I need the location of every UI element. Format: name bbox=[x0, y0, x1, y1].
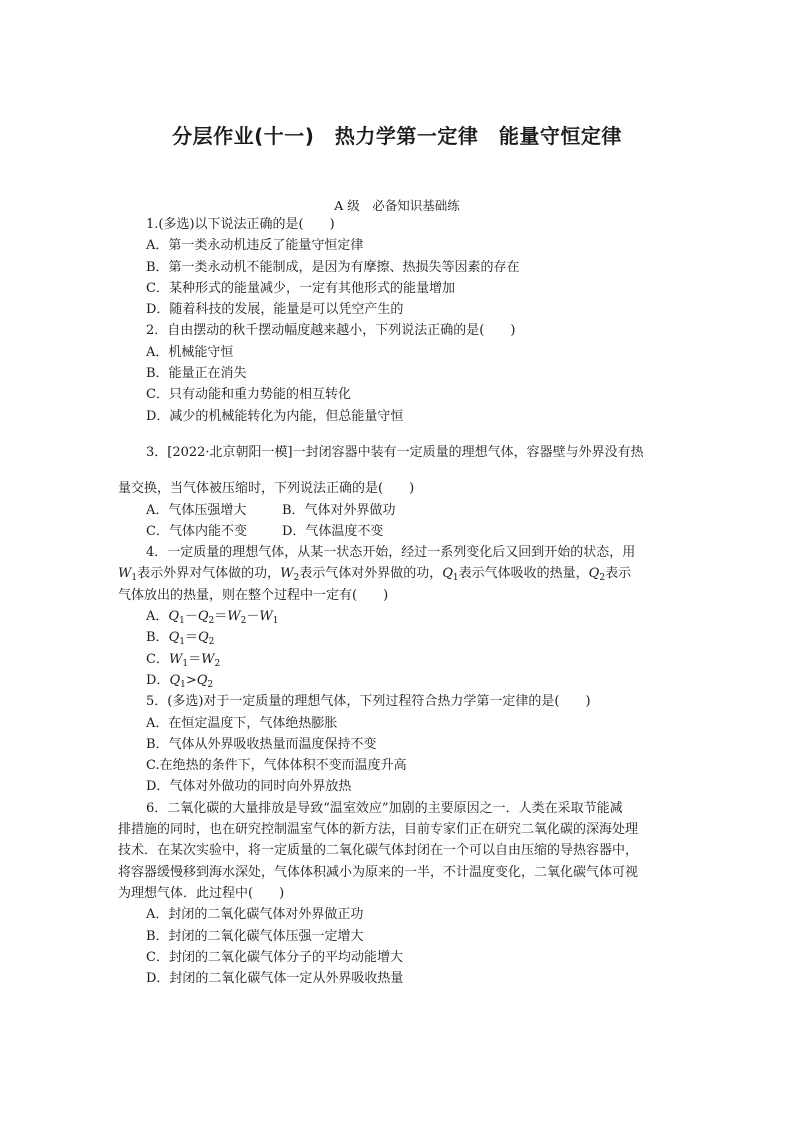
question-2-option-d: D．减少的机械能转化为内能，但总能量守恒 bbox=[146, 408, 404, 424]
question-2-option-b: B．能量正在消失 bbox=[146, 366, 247, 382]
section-heading: A 级 必备知识基础练 bbox=[334, 198, 460, 213]
question-5-option-b: B．气体从外界吸收热量而温度保持不变 bbox=[146, 736, 377, 752]
question-6-stem-line-1: 6．二氧化碳的大量排放是导致“温室效应”加剧的主要原因之一．人类在采取节能减 bbox=[146, 800, 623, 816]
page-title: 分层作业(十一) 热力学第一定律 能量守恒定律 bbox=[172, 124, 622, 148]
question-6-stem-line-5: 为理想气体．此过程中( ) bbox=[118, 885, 285, 901]
question-3-stem-line-1: 3．[2022·北京朝阳一模]一封闭容器中装有一定质量的理想气体，容器壁与外界没有热 bbox=[146, 444, 644, 460]
question-2-option-a: A．机械能守恒 bbox=[146, 344, 234, 360]
question-3-option-c: C．气体内能不变 bbox=[146, 523, 247, 539]
question-4-stem-line-2: $W_1$表示外界对气体做的功，$W_2$表示气体对外界做的功，$Q_1$表示气体吸收的热量，$Q_2$表示 bbox=[118, 566, 632, 584]
question-4-option-a: A．$Q_1-Q_2=W_2-W_1$ bbox=[146, 609, 279, 627]
question-4-stem-line-1: 4．一定质量的理想气体，从某一状态开始，经过一系列变化后又回到开始的状态，用 bbox=[146, 545, 636, 561]
question-6-option-d: D．封闭的二氧化碳气体一定从外界吸收热量 bbox=[146, 971, 404, 987]
spacer bbox=[118, 463, 678, 478]
question-5-option-d: D．气体对外做功的同时向外界放热 bbox=[146, 779, 352, 795]
question-2-stem: 2．自由摆动的秋千摆动幅度越来越小，下列说法正确的是( ) bbox=[146, 323, 516, 339]
question-3-options-row-2 bbox=[118, 521, 678, 542]
question-5-stem: 5．(多选)对于一定质量的理想气体，下列过程符合热力学第一定律的是( ) bbox=[146, 694, 591, 710]
question-6-stem-line-3: 技术．在某次实验中，将一定质量的二氧化碳气体封闭在一个可以自由压缩的导热容器中， bbox=[118, 843, 639, 859]
question-1-stem: 1.(多选)以下说法正确的是( ) bbox=[146, 217, 335, 232]
question-3-options-row-1 bbox=[118, 500, 678, 521]
question-1-option-d: D．随着科技的发展，能量是可以凭空产生的 bbox=[146, 302, 404, 318]
question-5-option-a: A．在恒定温度下，气体绝热膨胀 bbox=[146, 715, 338, 731]
question-list bbox=[118, 214, 678, 989]
question-6-option-a: A．封闭的二氧化碳气体对外界做正功 bbox=[146, 907, 364, 923]
question-4-option-c: C．$W_1=W_2$ bbox=[146, 651, 221, 669]
question-5-option-c: C.在绝热的条件下，气体体积不变而温度升高 bbox=[146, 758, 407, 774]
question-6-option-b: B．封闭的二氧化碳气体压强一定增大 bbox=[146, 928, 364, 944]
question-4-option-b: B．$Q_1=Q_2$ bbox=[146, 630, 215, 648]
question-3-option-b: B．气体对外界做功 bbox=[282, 502, 396, 518]
question-6-stem-line-4: 将容器缓慢移到海水深处，气体体积减小为原来的一半，不计温度变化，二氧化碳气体可视 bbox=[118, 864, 639, 880]
question-6-stem-line-2: 排措施的同时，也在研究控制温室气体的新方法，目前专家们正在研究二氧化碳的深海处理 bbox=[118, 822, 639, 838]
question-1-option-c: C．某种形式的能量减少，一定有其他形式的能量增加 bbox=[146, 280, 455, 296]
question-6-option-c: C．封闭的二氧化碳气体分子的平均动能增大 bbox=[146, 949, 403, 965]
question-1-option-a: A．第一类永动机违反了能量守恒定律 bbox=[146, 238, 364, 254]
question-3-option-a: A．气体压强增大 bbox=[146, 502, 247, 518]
question-3-option-d: D．气体温度不变 bbox=[282, 523, 384, 539]
question-1-option-b: B．第一类永动机不能制成，是因为有摩擦、热损失等因素的存在 bbox=[146, 259, 520, 275]
question-2-option-c: C．只有动能和重力势能的相互转化 bbox=[146, 387, 351, 403]
question-4-option-d: D．$Q_1>Q_2$ bbox=[146, 672, 214, 690]
spacer bbox=[118, 427, 678, 442]
question-3-stem-line-2: 量交换，当气体被压缩时，下列说法正确的是( ) bbox=[118, 481, 415, 497]
question-4-stem-line-3: 气体放出的热量，则在整个过程中一定有( ) bbox=[118, 587, 389, 603]
